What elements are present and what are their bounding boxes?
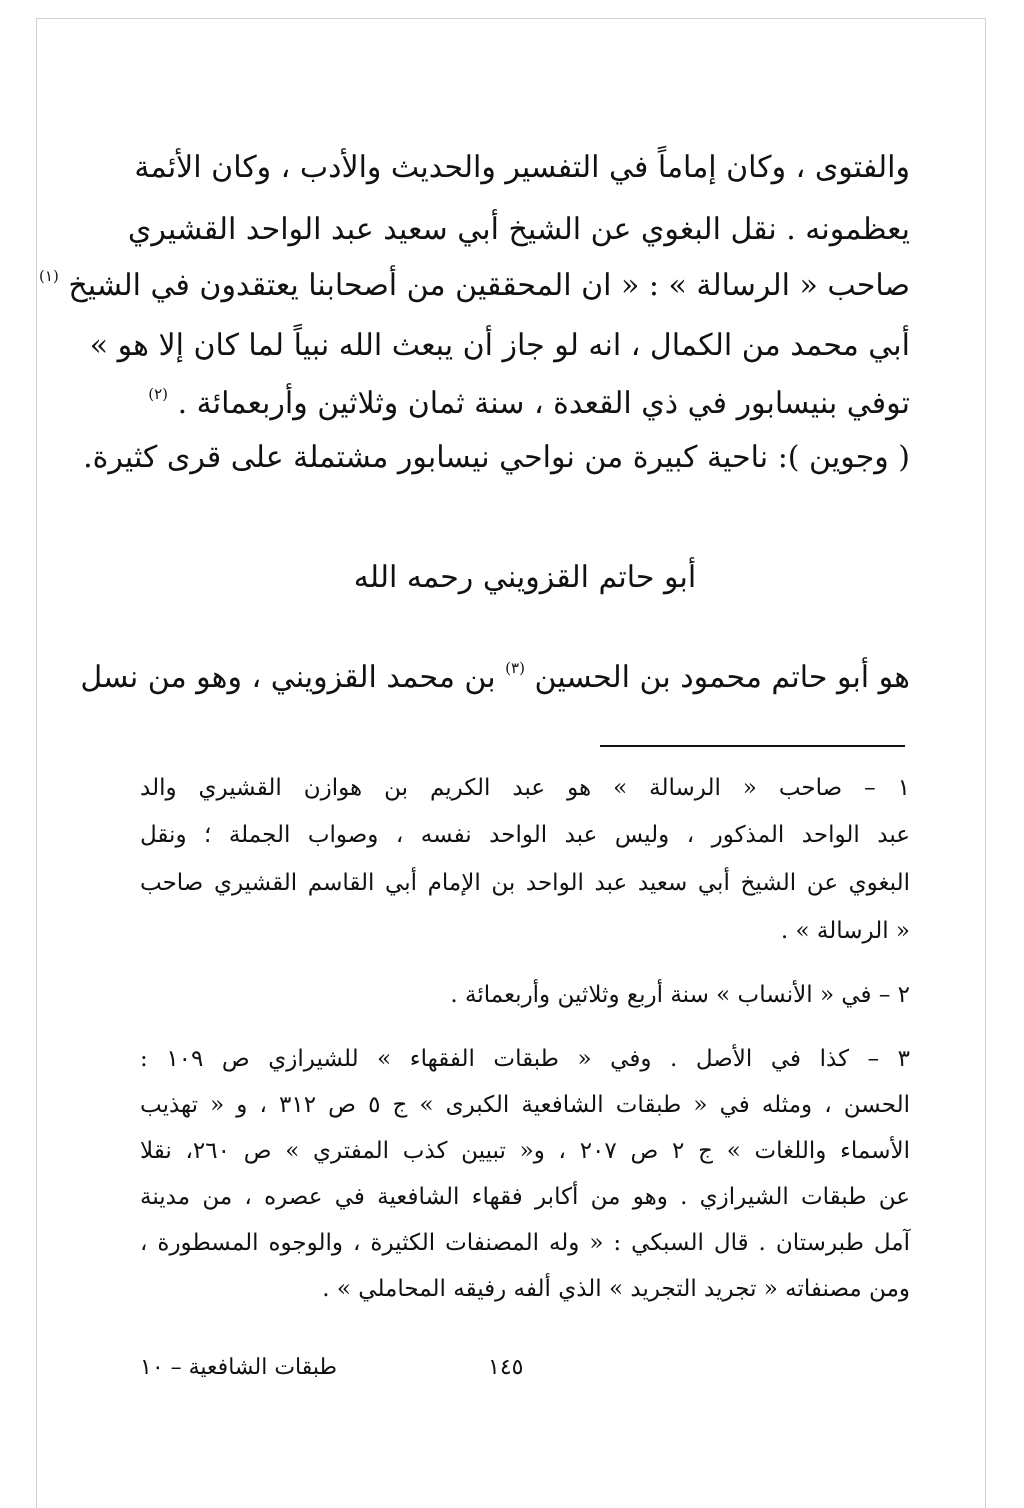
body-line-3-text: صاحب « الرسالة » : « ان المحققين من أصحابنا يعتقدون في الشيخ bbox=[68, 268, 910, 303]
footnote-ref-3: (٣) bbox=[505, 659, 525, 677]
footnote-line: ١ – صاحب « الرسالة » هو عبد الكريم بن هوازن القشيري والد bbox=[140, 775, 910, 801]
footnote-separator bbox=[600, 745, 905, 747]
body-line-6: ( وجوين ): ناحية كبيرة من نواحي نيسابور مشتملة على قرى كثيرة. bbox=[83, 440, 910, 475]
body-line-5-text: توفي بنيسابور في ذي القعدة ، سنة ثمان وثلاثين وأربعمائة . bbox=[177, 386, 910, 421]
footnote-ref-1: (١) bbox=[39, 267, 59, 285]
body-line-2: يعظمونه . نقل البغوي عن الشيخ أبي سعيد عبد الواحد القشيري bbox=[127, 212, 910, 247]
section-heading: أبو حاتم القزويني رحمه الله bbox=[353, 560, 697, 595]
footnote-line: الحسن ، ومثله في « طبقات الشافعية الكبرى » ج ٥ ص ٣١٢ ، و « تهذيب bbox=[140, 1092, 910, 1118]
body-line-3 bbox=[39, 267, 910, 303]
footnote-line: عبد الواحد المذكور ، وليس عبد الواحد نفسه ، وصواب الجملة ؛ ونقل bbox=[140, 822, 910, 848]
footnote-line: البغوي عن الشيخ أبي سعيد عبد الواحد بن الإمام أبي القاسم القشيري صاحب bbox=[140, 870, 910, 896]
section-first-line bbox=[80, 659, 910, 695]
section-first-line-start: هو أبو حاتم محمود بن الحسين bbox=[534, 660, 910, 695]
section-first-line-end: بن محمد القزويني ، وهو من نسل bbox=[80, 660, 496, 695]
body-line-5 bbox=[140, 386, 910, 421]
footnote-line: ٣ – كذا في الأصل . وفي « طبقات الفقهاء » للشيرازي ص ١٠٩ : bbox=[140, 1046, 910, 1072]
page-number: ١٤٥ bbox=[488, 1355, 524, 1380]
footnote-line: آمل طبرستان . قال السبكي : « وله المصنفات الكثيرة ، والوجوه المسطورة ، bbox=[140, 1230, 910, 1256]
footnote-ref-2: (٢) bbox=[148, 385, 169, 403]
footnote-line: « الرسالة » . bbox=[780, 918, 910, 944]
footnote-line: عن طبقات الشيرازي . وهو من أكابر فقهاء الشافعية في عصره ، من مدينة bbox=[140, 1184, 910, 1210]
body-line-4: أبي محمد من الكمال ، انه لو جاز أن يبعث الله نبياً لما كان إلا هو » bbox=[89, 328, 910, 363]
body-line-1: والفتوى ، وكان إماماً في التفسير والحديث والأدب ، وكان الأئمة bbox=[134, 150, 910, 185]
signature-mark: طبقات الشافعية – ١٠ bbox=[140, 1355, 338, 1380]
footnote-line: ومن مصنفاته « تجريد التجريد » الذي ألفه رفيقه المحاملي » . bbox=[322, 1276, 910, 1302]
footnote-line: ٢ – في « الأنساب » سنة أربع وثلاثين وأربعمائة . bbox=[450, 982, 910, 1008]
footnote-line: الأسماء واللغات » ج ٢ ص ٢٠٧ ، و« تبيين كذب المفتري » ص ٢٦٠، نقلا bbox=[140, 1138, 911, 1164]
